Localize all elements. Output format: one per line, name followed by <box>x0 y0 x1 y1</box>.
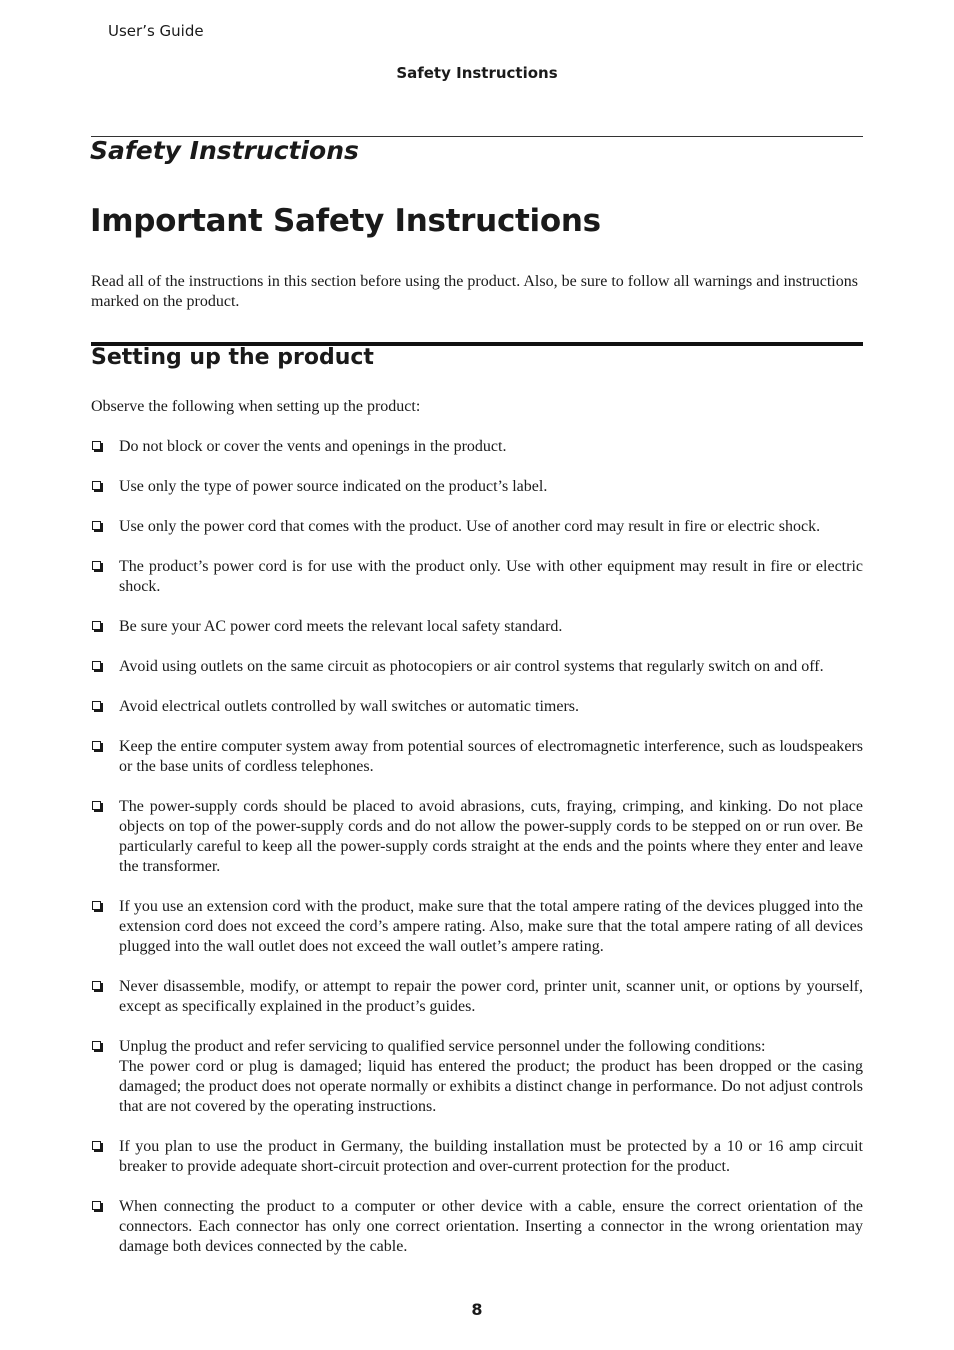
checkbox-bullet-icon <box>92 661 101 670</box>
checkbox-bullet-icon <box>92 801 101 810</box>
list-item-text: Be sure your AC power cord meets the relevant local safety standard. <box>119 618 563 635</box>
list-item <box>91 1197 863 1257</box>
page-number: 8 <box>471 1300 483 1319</box>
list-item-text: Do not block or cover the vents and openings in the product. <box>119 438 507 455</box>
page-title: Important Safety Instructions <box>90 203 601 239</box>
list-item-text: If you plan to use the product in Germany, the building installation must be protected by a 10 or 16 amp circuit breaker to provide adequate short-circuit protection and over-current protection for the product. <box>119 1138 863 1175</box>
running-section: Safety Instructions <box>396 64 558 82</box>
checkbox-bullet-icon <box>92 621 101 630</box>
list-item-text: Avoid electrical outlets controlled by wall switches or automatic timers. <box>119 698 580 715</box>
checkbox-bullet-icon <box>92 521 101 530</box>
list-item <box>91 697 863 717</box>
list-item-text: Use only the power cord that comes with the product. Use of another cord may result in fire or electric shock. <box>119 518 821 535</box>
list-item-text: Avoid using outlets on the same circuit as photocopiers or air control systems that regularly switch on and off. <box>119 658 824 675</box>
list-item-text: If you use an extension cord with the product, make sure that the total ampere rating of the devices plugged into the extension cord does not exceed the cord’s ampere rating. Also, make sure that the total ampere rating of all devices plugged into the wall outlet does not exceed the wall outlet’s ampere rating. <box>119 898 863 955</box>
chapter-title: Safety Instructions <box>90 136 359 165</box>
intro-paragraph: Read all of the instructions in this section before using the product. Also, be sure to follow all warnings and instructions marked on the product. <box>91 273 858 310</box>
list-item <box>91 557 863 597</box>
list-item <box>91 977 863 1017</box>
list-item <box>91 617 863 637</box>
list-item-text: Use only the type of power source indicated on the product’s label. <box>119 478 548 495</box>
section-title: Setting up the product <box>91 345 374 370</box>
list-item <box>91 1137 863 1177</box>
list-item <box>91 437 863 457</box>
list-item-text: Unplug the product and refer servicing to qualified service personnel under the following conditions: <box>119 1038 766 1055</box>
list-item-text: The power-supply cords should be placed to avoid abrasions, cuts, fraying, crimping, and kinking. Do not place objects on top of the power-supply cords and do not allow the power-supply cords to be stepped on or run over. Be particularly careful to keep all the power-supply cords straight at the ends and the points where they enter and leave the transformer. <box>119 798 863 875</box>
checkbox-bullet-icon <box>92 1041 101 1050</box>
servicing-conditions-text: The power cord or plug is damaged; liquid has entered the product; the product has been dropped or the casing damaged; the product does not operate normally or exhibits a distinct change in performance. Do not adjust controls that are not covered by the operating instructions. <box>119 1058 863 1115</box>
list-item-text: When connecting the product to a computer or other device with a cable, ensure the correct orientation of the connectors. Each connector has only one correct orientation. Inserting a connector in the wrong orientation may damage both devices connected by the cable. <box>119 1198 863 1255</box>
checkbox-bullet-icon <box>92 701 101 710</box>
checkbox-bullet-icon <box>92 981 101 990</box>
list-item-text: Never disassemble, modify, or attempt to repair the power cord, printer unit, scanner unit, or options by yourself, except as specifically explained in the product’s guides. <box>119 978 863 1015</box>
running-title: User’s Guide <box>108 22 204 40</box>
checkbox-bullet-icon <box>92 741 101 750</box>
checkbox-bullet-icon <box>92 481 101 490</box>
safety-list <box>91 437 863 1277</box>
list-item-text: The product’s power cord is for use with the product only. Use with other equipment may result in fire or electric shock. <box>119 558 863 595</box>
list-item <box>91 1037 863 1117</box>
checkbox-bullet-icon <box>92 441 101 450</box>
checkbox-bullet-icon <box>92 561 101 570</box>
checkbox-bullet-icon <box>92 901 101 910</box>
checkbox-bullet-icon <box>92 1141 101 1150</box>
checkbox-bullet-icon <box>92 1201 101 1210</box>
list-item <box>91 517 863 537</box>
list-item <box>91 477 863 497</box>
section-lead: Observe the following when setting up the product: <box>91 398 421 415</box>
list-item <box>91 797 863 877</box>
list-item-text: Keep the entire computer system away from potential sources of electromagnetic interference, such as loudspeakers or the base units of cordless telephones. <box>119 738 863 775</box>
list-item <box>91 897 863 957</box>
list-item <box>91 737 863 777</box>
list-item <box>91 657 863 677</box>
